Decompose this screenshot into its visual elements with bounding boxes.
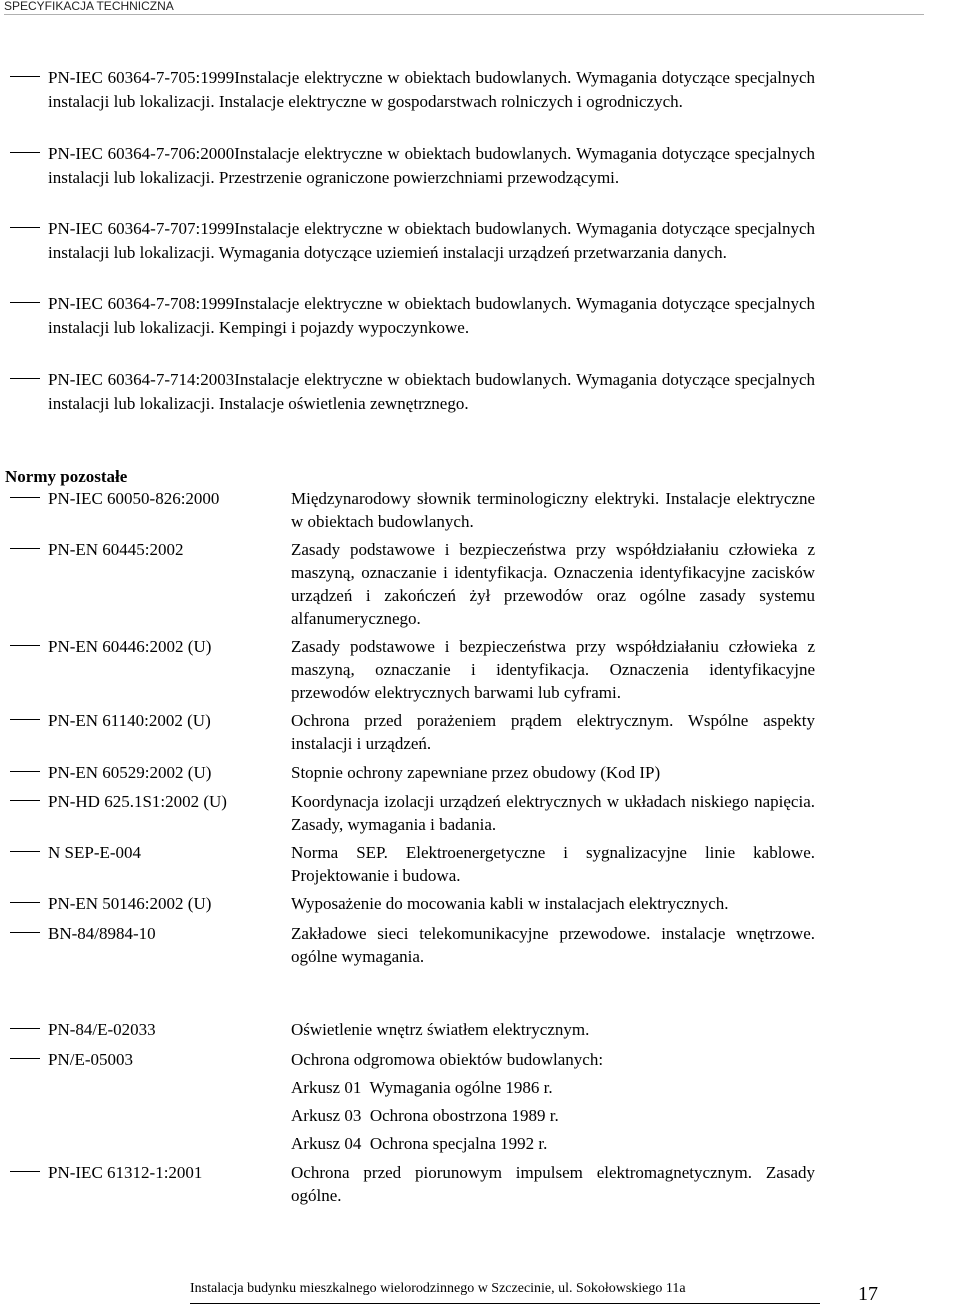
dash-bullet [10, 227, 40, 228]
norm-description: Ochrona przed porażeniem prądem elektrycznym. Wspólne aspekty instalacji i urządzeń. [291, 711, 815, 753]
dash-bullet [10, 1171, 40, 1172]
norm-code: PN-84/E-02033 [48, 1020, 156, 1039]
norm-code: PN/E-05003 [48, 1050, 133, 1069]
dash-bullet [10, 645, 40, 646]
norm-code: PN-IEC 61312-1:2001 [48, 1163, 203, 1182]
standard-text: PN-IEC 60364-7-707:1999Instalacje elektryczne w obiektach budowlanych. Wymagania dotyczące specjalnych instalacji lub lokalizacji. Wymagania dotyczące uziemień instalacji urządzeń przetwarzania danych. [48, 219, 815, 263]
norm-code: PN-EN 50146:2002 (U) [48, 894, 212, 913]
norm-code: PN-IEC 60050-826:2000 [48, 489, 220, 508]
norm-description: Wyposażenie do mocowania kabli w instalacjach elektrycznych. [291, 894, 729, 913]
norm-code: BN-84/8984-10 [48, 924, 156, 943]
norm-description: Ochrona odgromowa obiektów budowlanych: [291, 1050, 604, 1069]
norm-description: Zasady podstawowe i bezpieczeństwa przy współdziałaniu człowieka z maszyną, oznaczanie i identyfikacja. Oznaczenia identyfikacyjne przewodów elektrycznych barwami lub cyframi. [291, 637, 815, 702]
norm-code: PN-EN 60445:2002 [48, 540, 184, 559]
dash-bullet [10, 800, 40, 801]
norm-sub-item: Arkusz 04 Ochrona specjalna 1992 r. [291, 1134, 548, 1153]
norm-code: PN-HD 625.1S1:2002 (U) [48, 792, 227, 811]
norm-sub-item: Arkusz 03 Ochrona obostrzona 1989 r. [291, 1106, 559, 1125]
norm-code: PN-EN 60446:2002 (U) [48, 637, 212, 656]
dash-bullet [10, 302, 40, 303]
dash-bullet [10, 378, 40, 379]
document-header: SPECYFIKACJA TECHNICZNA [4, 0, 924, 15]
norm-description: Zakładowe sieci telekomunikacyjne przewodowe. instalacje wnętrzowe. ogólne wymagania. [291, 924, 815, 966]
norm-code: N SEP-E-004 [48, 843, 142, 862]
dash-bullet [10, 902, 40, 903]
dash-bullet [10, 497, 40, 498]
dash-bullet [10, 1028, 40, 1029]
norm-code: PN-EN 60529:2002 (U) [48, 763, 212, 782]
dash-bullet [10, 932, 40, 933]
norm-description: Oświetlenie wnętrz światłem elektrycznym. [291, 1020, 590, 1039]
norm-code: PN-EN 61140:2002 (U) [48, 711, 211, 730]
norm-description: Stopnie ochrony zapewniane przez obudowy (Kod IP) [291, 763, 661, 782]
standard-text: PN-IEC 60364-7-706:2000Instalacje elektryczne w obiektach budowlanych. Wymagania dotyczące specjalnych instalacji lub lokalizacji. Przestrzenie ograniczone powierzchniami przewodzącymi. [48, 144, 815, 188]
norm-description: Międzynarodowy słownik terminologiczny elektryki. Instalacje elektryczne w obiektach budowlanych. [291, 489, 815, 531]
norm-description: Koordynacja izolacji urządzeń elektrycznych w układach niskiego napięcia. Zasady, wymagania i badania. [291, 792, 815, 834]
standard-text: PN-IEC 60364-7-714:2003Instalacje elektryczne w obiektach budowlanych. Wymagania dotyczące specjalnych instalacji lub lokalizacji. Instalacje oświetlenia zewnętrznego. [48, 370, 815, 414]
norm-description: Norma SEP. Elektroenergetyczne i sygnalizacyjne linie kablowe. Projektowanie i budowa. [291, 843, 815, 885]
standard-text: PN-IEC 60364-7-708:1999Instalacje elektryczne w obiektach budowlanych. Wymagania dotyczące specjalnych instalacji lub lokalizacji. Kempingi i pojazdy wypoczynkowe. [48, 294, 815, 338]
dash-bullet [10, 851, 40, 852]
norm-sub-item: Arkusz 01 Wymagania ogólne 1986 r. [291, 1078, 553, 1097]
dash-bullet [10, 1058, 40, 1059]
dash-bullet [10, 771, 40, 772]
norm-description: Ochrona przed piorunowym impulsem elektromagnetycznym. Zasady ogólne. [291, 1163, 815, 1205]
section-title-other-norms: Normy pozostałe [5, 467, 128, 486]
footer-text: Instalacja budynku mieszkalnego wielorodzinnego w Szczecinie, ul. Sokołowskiego 11a [190, 1281, 686, 1296]
dash-bullet [10, 76, 40, 77]
dash-bullet [10, 548, 40, 549]
dash-bullet [10, 152, 40, 153]
norm-description: Zasady podstawowe i bezpieczeństwa przy współdziałaniu człowieka z maszyną, oznaczanie i identyfikacja. Oznaczenia identyfikacyjne zacisków urządzeń i zakończeń żył przewodów oraz ogólne zasady systemu alfanumerycznego. [291, 540, 815, 628]
standard-text: PN-IEC 60364-7-705:1999Instalacje elektryczne w obiektach budowlanych. Wymagania dotyczące specjalnych instalacji lub lokalizacji. Instalacje elektryczne w gospodarstwach rolniczych i ogrodniczych. [48, 68, 815, 112]
dash-bullet [10, 719, 40, 720]
page-number: 17 [858, 1283, 878, 1305]
